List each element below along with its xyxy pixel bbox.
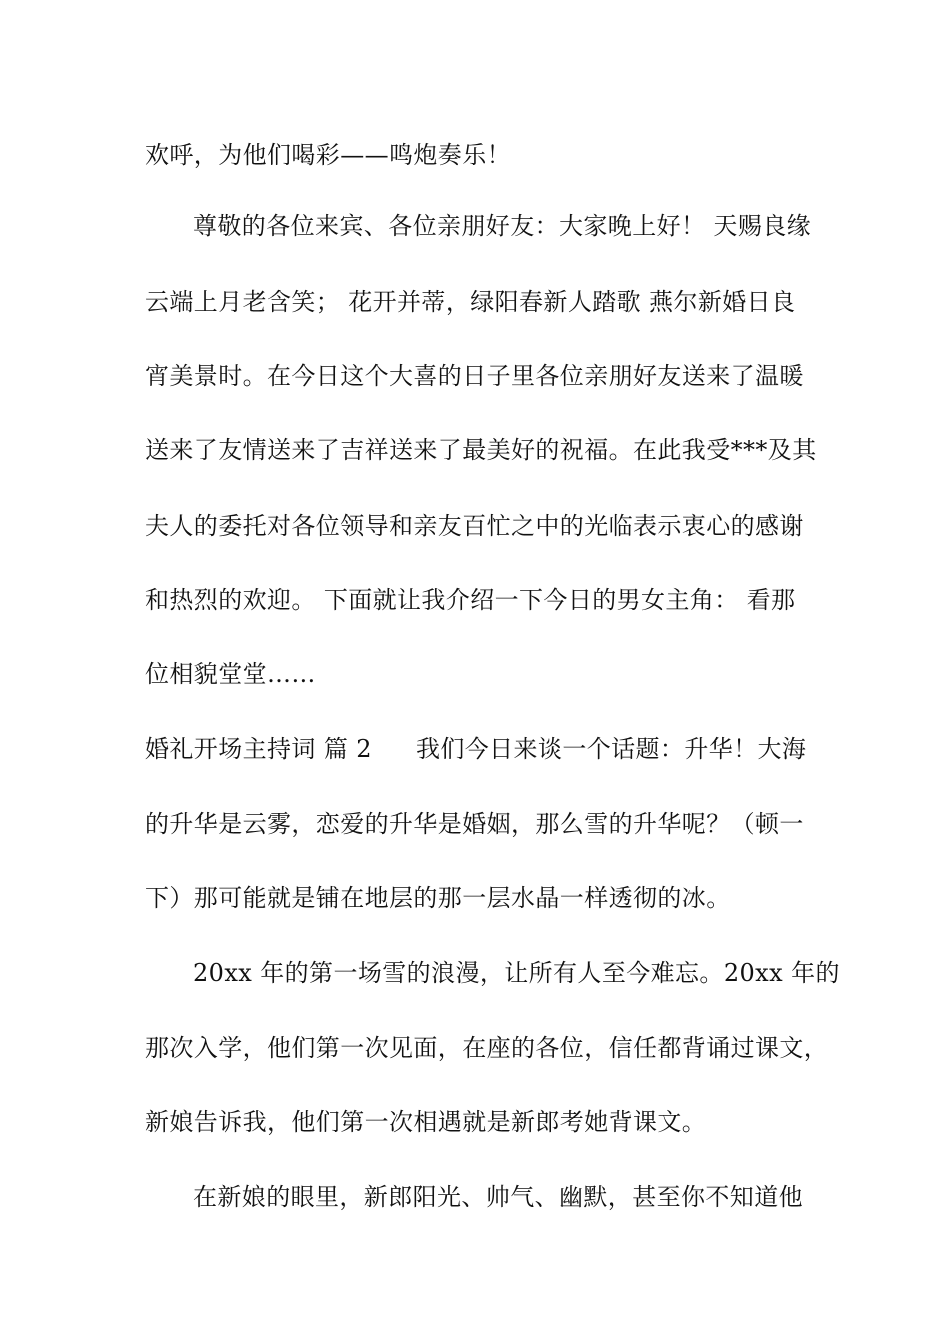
- text-line-12: 20xx 年的第一场雪的浪漫，让所有人至今难忘。20xx 年的: [193, 959, 840, 987]
- text-line-13: 那次入学，他们第一次见面，在座的各位，信任都背诵过课文，: [145, 1034, 829, 1062]
- text-line-4: 宵美景时。在今日这个大喜的日子里各位亲朋好友送来了温暖: [145, 362, 804, 390]
- section-first-text: 我们今日来谈一个话题：升华！大海: [415, 735, 807, 763]
- text-line-2: 尊敬的各位来宾、各位亲朋好友：大家晚上好！ 天赐良缘: [193, 212, 812, 240]
- text-line-14: 新娘告诉我，他们第一次相遇就是新郎考她背课文。: [145, 1108, 707, 1136]
- text-line-10: 的升华是云雾，恋爱的升华是婚姻，那么雪的升华呢？（顿一: [145, 810, 804, 838]
- text-line-11: 下）那可能就是铺在地层的那一层水晶一样透彻的冰。: [145, 884, 731, 912]
- text-line-5: 送来了友情送来了吉祥送来了最美好的祝福。在此我受***及其: [145, 436, 817, 464]
- text-line-1: 欢呼，为他们喝彩——鸣炮奏乐！: [145, 141, 511, 169]
- section-heading: 婚礼开场主持词 篇 2: [145, 735, 372, 763]
- section-heading-line: [145, 729, 815, 769]
- text-line-3: 云端上月老含笑； 花开并蒂，绿阳春新人踏歌 燕尔新婚日良: [145, 288, 796, 316]
- text-line-8: 位相貌堂堂……: [145, 660, 316, 688]
- text-line-7: 和热烈的欢迎。 下面就让我介绍一下今日的男女主角： 看那: [145, 586, 796, 614]
- text-line-15: 在新娘的眼里，新郎阳光、帅气、幽默，甚至你不知道他: [193, 1183, 803, 1211]
- text-line-6: 夫人的委托对各位领导和亲友百忙之中的光临表示衷心的感谢: [145, 512, 804, 540]
